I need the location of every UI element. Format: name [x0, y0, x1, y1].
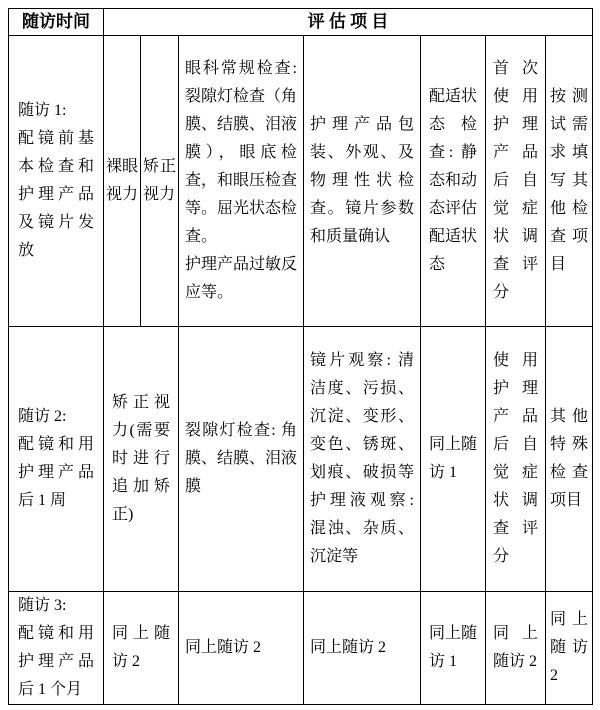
cell-visit2-fit-same: 同上随访 1: [421, 327, 486, 592]
cell-visit3-time: [9, 592, 104, 705]
header-cell-followup-time: 随访时间: [9, 9, 104, 36]
cell-visit1-fit-check: 配适状态检查: 静态和动态评估配适状态: [421, 36, 486, 327]
cell-visit2-other-special: 其他特殊检查项目: [546, 327, 593, 592]
cell-visit3-lens-same: 同上随访 2: [304, 592, 421, 705]
visit1-title: 随访 1:: [18, 102, 67, 119]
visit2-title: 随访 2:: [18, 408, 67, 425]
table-row-visit-2: [9, 327, 593, 592]
visit3-desc: 配镜和用护理产品后 1 个月: [18, 625, 94, 698]
cell-visit2-use-survey: 使用护理产品后自觉症状调查评分: [486, 327, 546, 592]
cell-visit3-fit-same: 同上随访 1: [421, 592, 486, 705]
visit1-eye-exam-para2: 护理产品过敏反应等。: [185, 256, 298, 301]
table-header-row: [9, 9, 593, 36]
cell-visit3-survey-same: 同上随访 2: [486, 592, 546, 705]
cell-visit2-corrected-vision: 矫正视力(需要时进行追加矫正): [104, 327, 179, 592]
cell-visit1-corrected-vision: 矫正视力: [141, 36, 179, 327]
visit1-desc: 配镜前基本检查和护理产品及镜片发放: [18, 130, 94, 259]
cell-visit3-other-same: 同上随访 2: [546, 592, 593, 705]
cell-visit2-lens-observation: 镜片观察: 清洁度、污损、沉淀、变形、变色、锈斑、划痕、破损等护理液观察: 混浊、杂质、沉淀等: [304, 327, 421, 592]
cell-visit1-first-use-survey: 首次使用护理产品后自觉症状调查评分: [486, 36, 546, 327]
cell-visit1-naked-vision: 裸眼视力: [104, 36, 141, 327]
cell-visit1-other-items: 按测试需求填写其他检查项目: [546, 36, 593, 327]
cell-visit1-eye-exam: [179, 36, 304, 327]
cell-visit1-product-check: 护理产品包装、外观、及物理性状检查。镜片参数和质量确认: [304, 36, 421, 327]
cell-visit3-exam-same: 同上随访 2: [179, 592, 304, 705]
table-row-visit-1: [9, 36, 593, 327]
cell-visit2-time: [9, 327, 104, 592]
visit3-title: 随访 3:: [18, 597, 67, 614]
cell-visit2-slit-lamp: 裂隙灯检查: 角膜、结膜、泪液膜: [179, 327, 304, 592]
followup-evaluation-table: [8, 8, 593, 705]
cell-visit3-vision-same: 同上随访 2: [104, 592, 179, 705]
visit2-desc: 配镜和用护理产品后 1 周: [18, 436, 94, 509]
header-cell-evaluation-items: 评 估 项 目: [104, 9, 593, 36]
visit1-eye-exam-para1: 眼科常规检查: 裂隙灯检查（角膜、结膜、泪液膜），眼底检查，和眼压检查等。屈光状态检查。: [185, 60, 298, 245]
cell-visit1-time: [9, 36, 104, 327]
table-row-visit-3: [9, 592, 593, 705]
